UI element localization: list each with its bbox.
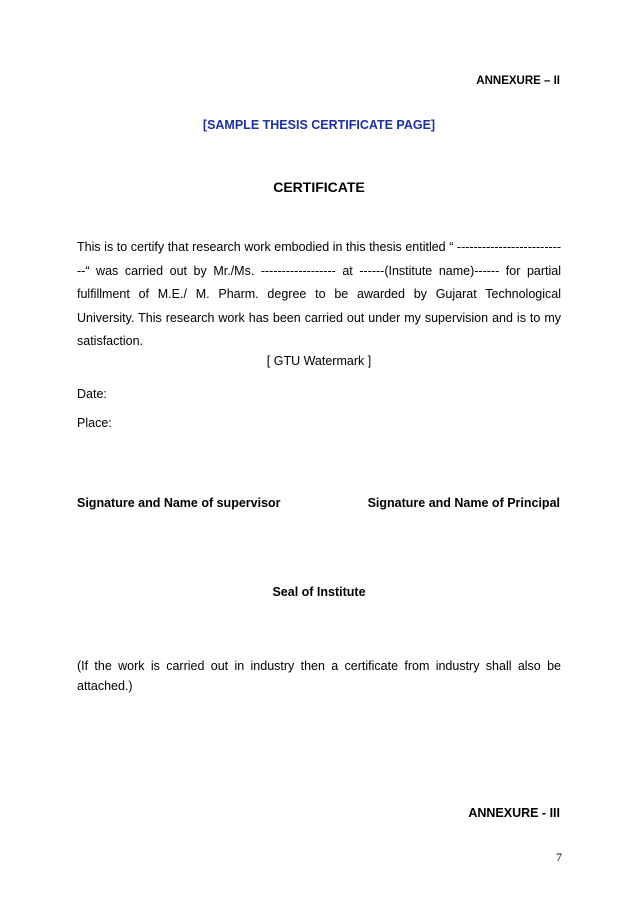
supervisor-signature-label: Signature and Name of supervisor: [77, 496, 281, 510]
principal-signature-label: Signature and Name of Principal: [367, 496, 560, 510]
certificate-title: CERTIFICATE: [273, 179, 365, 195]
place-label: Place:: [77, 416, 112, 430]
certificate-body: This is to certify that research work embodied in this thesis entitled “ ---------------------------“ was carried out by Mr./Ms. ------------------ at ------(Institute name)------ for partial fulfillment of M.E./ M. Pharm. degree to be awarded by Gujarat Technological University. This research work has been carried out under my supervision and is to my satisfaction.: [77, 240, 561, 349]
date-label: Date:: [77, 387, 107, 401]
annexure-ii-heading: ANNEXURE – II: [476, 75, 560, 87]
industry-note: (If the work is carried out in industry then a certificate from industry shall also be attached.): [77, 659, 561, 693]
sample-page-label: [SAMPLE THESIS CERTIFICATE PAGE]: [202, 118, 436, 132]
annexure-iii-heading: ANNEXURE - III: [468, 806, 560, 820]
page-number: 7: [556, 850, 562, 864]
institute-seal-label: Seal of Institute: [272, 585, 366, 599]
gtu-watermark-placeholder: [ GTU Watermark ]: [266, 354, 372, 368]
